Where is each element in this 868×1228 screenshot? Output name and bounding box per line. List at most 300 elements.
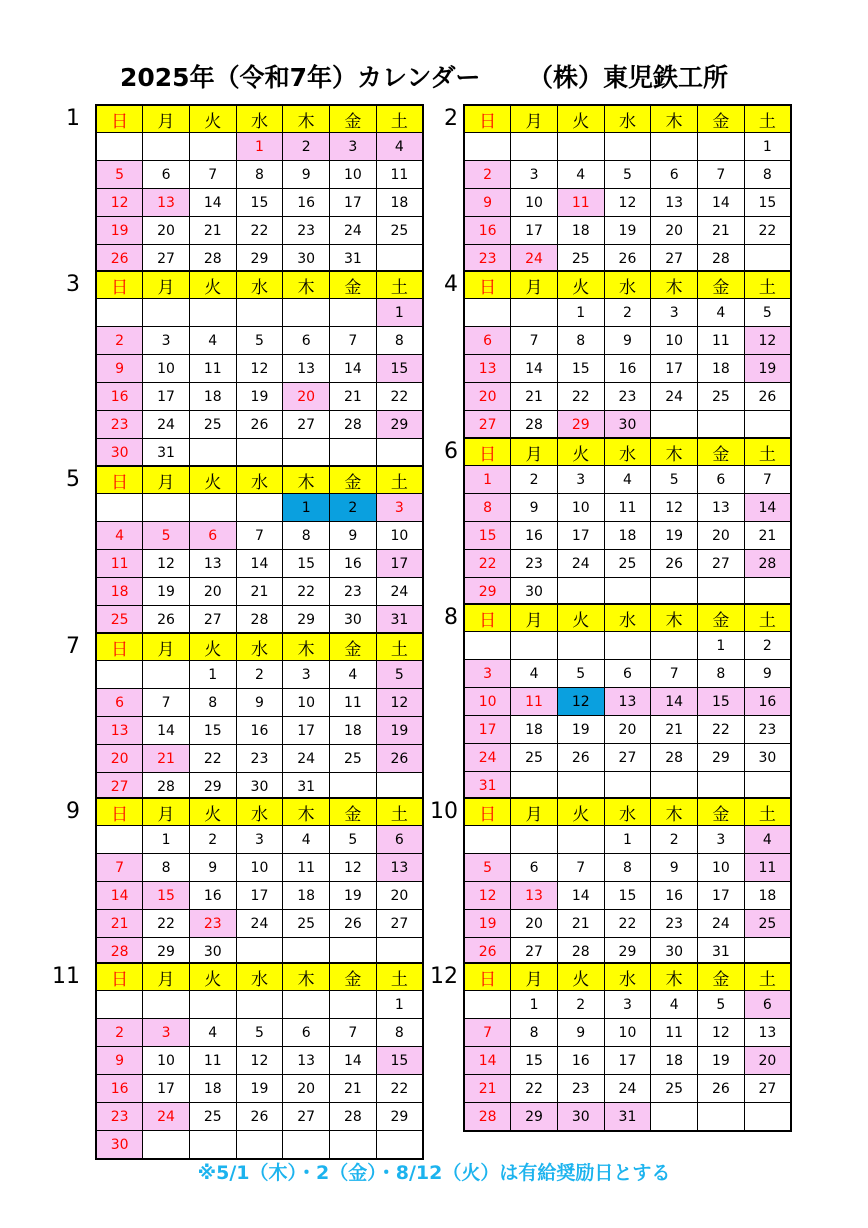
day-cell: 12 (698, 1019, 745, 1047)
day-cell: 28 (511, 411, 558, 440)
day-cell: 20 (283, 1075, 330, 1103)
day-cell: 30 (236, 773, 283, 802)
month-number: 4 (444, 272, 458, 297)
day-cell: 12 (464, 882, 511, 910)
day-cell: 14 (236, 550, 283, 578)
day-cell: 9 (96, 1047, 143, 1075)
day-cell: 22 (698, 716, 745, 744)
day-cell: 22 (464, 550, 511, 578)
week-row (464, 245, 791, 274)
weekday-label: 木 (283, 105, 330, 133)
weekday-label: 金 (330, 798, 377, 826)
weekday-label: 水 (604, 798, 651, 826)
day-cell: 3 (698, 826, 745, 854)
day-cell: 20 (189, 578, 236, 606)
day-cell: 30 (511, 578, 558, 607)
weekday-label: 金 (698, 798, 745, 826)
day-cell: 30 (330, 606, 377, 635)
week-row (464, 133, 791, 161)
week-row (464, 854, 791, 882)
day-cell: 17 (511, 217, 558, 245)
day-cell: 7 (96, 854, 143, 882)
empty-cell (698, 1103, 745, 1132)
day-cell: 22 (376, 1075, 423, 1103)
empty-cell (464, 632, 511, 660)
weekday-label: 火 (189, 271, 236, 299)
day-cell: 31 (143, 439, 190, 468)
empty-cell (96, 661, 143, 689)
empty-cell (236, 299, 283, 327)
day-cell: 20 (96, 745, 143, 773)
day-cell: 18 (511, 716, 558, 744)
day-cell: 28 (651, 744, 698, 772)
day-cell: 14 (330, 1047, 377, 1075)
week-row (96, 245, 423, 274)
day-cell: 21 (330, 383, 377, 411)
week-row (464, 882, 791, 910)
empty-cell (651, 133, 698, 161)
weekday-label: 月 (511, 604, 558, 632)
empty-cell (698, 578, 745, 607)
day-cell: 14 (651, 688, 698, 716)
week-row (96, 606, 423, 635)
day-cell: 29 (557, 411, 604, 440)
weekday-label: 水 (604, 604, 651, 632)
day-cell: 27 (698, 550, 745, 578)
day-cell: 5 (744, 299, 791, 327)
day-cell: 24 (143, 411, 190, 439)
day-cell: 18 (698, 355, 745, 383)
empty-cell (143, 299, 190, 327)
day-cell: 9 (96, 355, 143, 383)
day-cell: 26 (698, 1075, 745, 1103)
day-cell: 11 (557, 189, 604, 217)
day-cell: 4 (651, 991, 698, 1019)
day-cell: 1 (376, 299, 423, 327)
day-cell: 19 (96, 217, 143, 245)
day-cell: 22 (236, 217, 283, 245)
day-cell: 26 (236, 411, 283, 439)
empty-cell (143, 494, 190, 522)
day-cell: 27 (651, 245, 698, 274)
day-cell: 15 (189, 717, 236, 745)
day-cell: 10 (330, 161, 377, 189)
day-cell: 13 (464, 355, 511, 383)
empty-cell (511, 826, 558, 854)
day-cell: 5 (143, 522, 190, 550)
day-cell: 20 (376, 882, 423, 910)
week-row (96, 854, 423, 882)
day-cell: 15 (376, 1047, 423, 1075)
day-cell: 22 (283, 578, 330, 606)
week-row (96, 133, 423, 161)
weekday-label: 金 (698, 438, 745, 466)
week-row (464, 826, 791, 854)
day-cell: 25 (698, 383, 745, 411)
day-cell: 16 (651, 882, 698, 910)
day-cell: 7 (511, 327, 558, 355)
day-cell: 26 (143, 606, 190, 635)
week-row (96, 1019, 423, 1047)
day-cell: 26 (744, 383, 791, 411)
day-cell: 18 (330, 717, 377, 745)
day-cell: 1 (376, 991, 423, 1019)
weekday-label: 日 (464, 271, 511, 299)
day-cell: 23 (604, 383, 651, 411)
day-cell: 7 (557, 854, 604, 882)
day-cell: 12 (557, 688, 604, 716)
day-cell: 27 (189, 606, 236, 635)
day-cell: 6 (698, 466, 745, 494)
day-cell: 6 (189, 522, 236, 550)
week-row (96, 439, 423, 468)
day-cell: 19 (651, 522, 698, 550)
day-cell: 2 (96, 1019, 143, 1047)
empty-cell (744, 578, 791, 607)
day-cell: 6 (744, 991, 791, 1019)
day-cell: 28 (698, 245, 745, 274)
weekday-label: 月 (143, 105, 190, 133)
weekday-label: 日 (464, 963, 511, 991)
day-cell: 26 (651, 550, 698, 578)
day-cell: 30 (651, 938, 698, 967)
empty-cell (744, 245, 791, 274)
day-cell: 6 (96, 689, 143, 717)
empty-cell (143, 133, 190, 161)
day-cell: 14 (143, 717, 190, 745)
day-cell: 25 (511, 744, 558, 772)
weekday-label: 月 (143, 963, 190, 991)
day-cell: 3 (283, 661, 330, 689)
day-cell: 13 (96, 717, 143, 745)
weekday-label: 木 (651, 271, 698, 299)
day-cell: 28 (464, 1103, 511, 1132)
weekday-header-row (96, 466, 423, 494)
week-row (96, 1131, 423, 1160)
day-cell: 5 (330, 826, 377, 854)
empty-cell (376, 245, 423, 274)
day-cell: 25 (330, 745, 377, 773)
weekday-header-row (96, 105, 423, 133)
day-cell: 7 (330, 1019, 377, 1047)
week-row (464, 327, 791, 355)
day-cell: 4 (376, 133, 423, 161)
weekday-label: 水 (236, 271, 283, 299)
day-cell: 18 (189, 1075, 236, 1103)
weekday-label: 月 (511, 271, 558, 299)
day-cell: 23 (464, 245, 511, 274)
day-cell: 15 (698, 688, 745, 716)
day-cell: 11 (511, 688, 558, 716)
weekday-label: 木 (283, 963, 330, 991)
day-cell: 25 (651, 1075, 698, 1103)
day-cell: 29 (511, 1103, 558, 1132)
day-cell: 27 (283, 1103, 330, 1131)
week-row (96, 826, 423, 854)
empty-cell (96, 826, 143, 854)
weekday-label: 金 (698, 963, 745, 991)
day-cell: 14 (189, 189, 236, 217)
month-table (95, 270, 424, 468)
day-cell: 3 (557, 466, 604, 494)
day-cell: 18 (189, 383, 236, 411)
day-cell: 8 (376, 1019, 423, 1047)
day-cell: 11 (376, 161, 423, 189)
empty-cell (651, 772, 698, 801)
day-cell: 3 (376, 494, 423, 522)
week-row (464, 688, 791, 716)
weekday-label: 水 (236, 466, 283, 494)
day-cell: 1 (511, 991, 558, 1019)
day-cell: 11 (283, 854, 330, 882)
day-cell: 24 (604, 1075, 651, 1103)
weekday-label: 日 (464, 798, 511, 826)
day-cell: 17 (604, 1047, 651, 1075)
day-cell: 9 (330, 522, 377, 550)
day-cell: 16 (464, 217, 511, 245)
month-number: 5 (66, 467, 80, 492)
day-cell: 21 (96, 910, 143, 938)
week-row (464, 355, 791, 383)
weekday-label: 月 (143, 798, 190, 826)
day-cell: 24 (376, 578, 423, 606)
day-cell: 3 (236, 826, 283, 854)
day-cell: 20 (143, 217, 190, 245)
day-cell: 22 (143, 910, 190, 938)
day-cell: 16 (96, 383, 143, 411)
day-cell: 4 (511, 660, 558, 688)
day-cell: 3 (330, 133, 377, 161)
week-row (96, 550, 423, 578)
week-row (96, 161, 423, 189)
empty-cell (604, 133, 651, 161)
empty-cell (189, 1131, 236, 1160)
weekday-header-row (464, 438, 791, 466)
week-row (464, 1047, 791, 1075)
day-cell: 20 (283, 383, 330, 411)
day-cell: 28 (557, 938, 604, 967)
month-number: 6 (444, 439, 458, 464)
day-cell: 31 (376, 606, 423, 635)
day-cell: 21 (651, 716, 698, 744)
day-cell: 11 (96, 550, 143, 578)
day-cell: 29 (283, 606, 330, 635)
weekday-label: 月 (143, 271, 190, 299)
month-table (463, 104, 792, 274)
day-cell: 23 (96, 411, 143, 439)
day-cell: 7 (744, 466, 791, 494)
day-cell: 27 (96, 773, 143, 802)
day-cell: 13 (143, 189, 190, 217)
empty-cell (557, 826, 604, 854)
weekday-label: 木 (651, 963, 698, 991)
day-cell: 2 (604, 299, 651, 327)
empty-cell (464, 133, 511, 161)
weekday-label: 火 (557, 798, 604, 826)
day-cell: 4 (744, 826, 791, 854)
day-cell: 1 (604, 826, 651, 854)
day-cell: 18 (744, 882, 791, 910)
day-cell: 10 (604, 1019, 651, 1047)
weekday-label: 水 (604, 271, 651, 299)
weekday-header-row (96, 798, 423, 826)
week-row (464, 494, 791, 522)
weekday-label: 土 (744, 604, 791, 632)
day-cell: 19 (698, 1047, 745, 1075)
day-cell: 2 (330, 494, 377, 522)
day-cell: 23 (189, 910, 236, 938)
day-cell: 8 (143, 854, 190, 882)
day-cell: 25 (189, 1103, 236, 1131)
day-cell: 6 (283, 1019, 330, 1047)
day-cell: 13 (651, 189, 698, 217)
day-cell: 21 (330, 1075, 377, 1103)
empty-cell (557, 632, 604, 660)
day-cell: 8 (464, 494, 511, 522)
day-cell: 30 (557, 1103, 604, 1132)
day-cell: 21 (236, 578, 283, 606)
day-cell: 5 (236, 1019, 283, 1047)
day-cell: 4 (189, 1019, 236, 1047)
day-cell: 17 (464, 716, 511, 744)
day-cell: 3 (604, 991, 651, 1019)
day-cell: 18 (651, 1047, 698, 1075)
day-cell: 23 (557, 1075, 604, 1103)
week-row (464, 383, 791, 411)
day-cell: 22 (189, 745, 236, 773)
day-cell: 13 (376, 854, 423, 882)
day-cell: 29 (464, 578, 511, 607)
day-cell: 19 (464, 910, 511, 938)
week-row (96, 882, 423, 910)
empty-cell (283, 1131, 330, 1160)
weekday-label: 日 (96, 798, 143, 826)
empty-cell (189, 299, 236, 327)
empty-cell (189, 133, 236, 161)
week-row (96, 689, 423, 717)
day-cell: 6 (651, 161, 698, 189)
day-cell: 27 (376, 910, 423, 938)
day-cell: 25 (376, 217, 423, 245)
day-cell: 20 (651, 217, 698, 245)
day-cell: 2 (511, 466, 558, 494)
weekday-label: 木 (651, 604, 698, 632)
weekday-label: 金 (698, 604, 745, 632)
day-cell: 17 (283, 717, 330, 745)
empty-cell (96, 494, 143, 522)
day-cell: 28 (330, 1103, 377, 1131)
empty-cell (557, 578, 604, 607)
day-cell: 15 (376, 355, 423, 383)
day-cell: 17 (557, 522, 604, 550)
month-table (463, 437, 792, 607)
empty-cell (604, 578, 651, 607)
day-cell: 15 (464, 522, 511, 550)
week-row (464, 522, 791, 550)
day-cell: 21 (464, 1075, 511, 1103)
weekday-label: 月 (143, 466, 190, 494)
day-cell: 12 (651, 494, 698, 522)
day-cell: 21 (189, 217, 236, 245)
day-cell: 16 (236, 717, 283, 745)
weekday-label: 土 (744, 105, 791, 133)
week-row (464, 1019, 791, 1047)
day-cell: 12 (330, 854, 377, 882)
weekday-label: 金 (330, 963, 377, 991)
day-cell: 8 (511, 1019, 558, 1047)
day-cell: 27 (511, 938, 558, 967)
day-cell: 17 (698, 882, 745, 910)
empty-cell (744, 1103, 791, 1132)
empty-cell (604, 632, 651, 660)
day-cell: 5 (651, 466, 698, 494)
weekday-header-row (464, 105, 791, 133)
day-cell: 31 (698, 938, 745, 967)
weekday-label: 日 (96, 633, 143, 661)
empty-cell (189, 439, 236, 468)
calendar-title: 2025年（令和7年）カレンダー (120, 63, 481, 92)
day-cell: 2 (283, 133, 330, 161)
day-cell: 13 (189, 550, 236, 578)
empty-cell (376, 1131, 423, 1160)
day-cell: 24 (143, 1103, 190, 1131)
day-cell: 10 (143, 355, 190, 383)
weekday-header-row (464, 604, 791, 632)
day-cell: 25 (283, 910, 330, 938)
day-cell: 18 (283, 882, 330, 910)
day-cell: 28 (330, 411, 377, 439)
day-cell: 26 (96, 245, 143, 274)
day-cell: 23 (651, 910, 698, 938)
week-row (464, 632, 791, 660)
day-cell: 16 (330, 550, 377, 578)
day-cell: 8 (376, 327, 423, 355)
month-table (463, 797, 792, 967)
weekday-label: 日 (96, 466, 143, 494)
weekday-label: 日 (464, 438, 511, 466)
day-cell: 2 (464, 161, 511, 189)
day-cell: 10 (698, 854, 745, 882)
day-cell: 22 (557, 383, 604, 411)
weekday-label: 木 (283, 633, 330, 661)
day-cell: 23 (744, 716, 791, 744)
weekday-label: 土 (376, 633, 423, 661)
day-cell: 1 (557, 299, 604, 327)
day-cell: 4 (698, 299, 745, 327)
empty-cell (330, 299, 377, 327)
weekday-label: 日 (464, 105, 511, 133)
weekday-label: 日 (96, 271, 143, 299)
week-row (464, 716, 791, 744)
day-cell: 26 (376, 745, 423, 773)
weekday-label: 火 (557, 271, 604, 299)
day-cell: 11 (698, 327, 745, 355)
month-number: 11 (52, 964, 80, 989)
day-cell: 7 (143, 689, 190, 717)
day-cell: 4 (283, 826, 330, 854)
empty-cell (698, 133, 745, 161)
empty-cell (236, 494, 283, 522)
day-cell: 23 (236, 745, 283, 773)
day-cell: 24 (698, 910, 745, 938)
day-cell: 1 (236, 133, 283, 161)
day-cell: 5 (604, 161, 651, 189)
day-cell: 11 (330, 689, 377, 717)
day-cell: 10 (143, 1047, 190, 1075)
day-cell: 31 (330, 245, 377, 274)
empty-cell (96, 133, 143, 161)
day-cell: 18 (376, 189, 423, 217)
